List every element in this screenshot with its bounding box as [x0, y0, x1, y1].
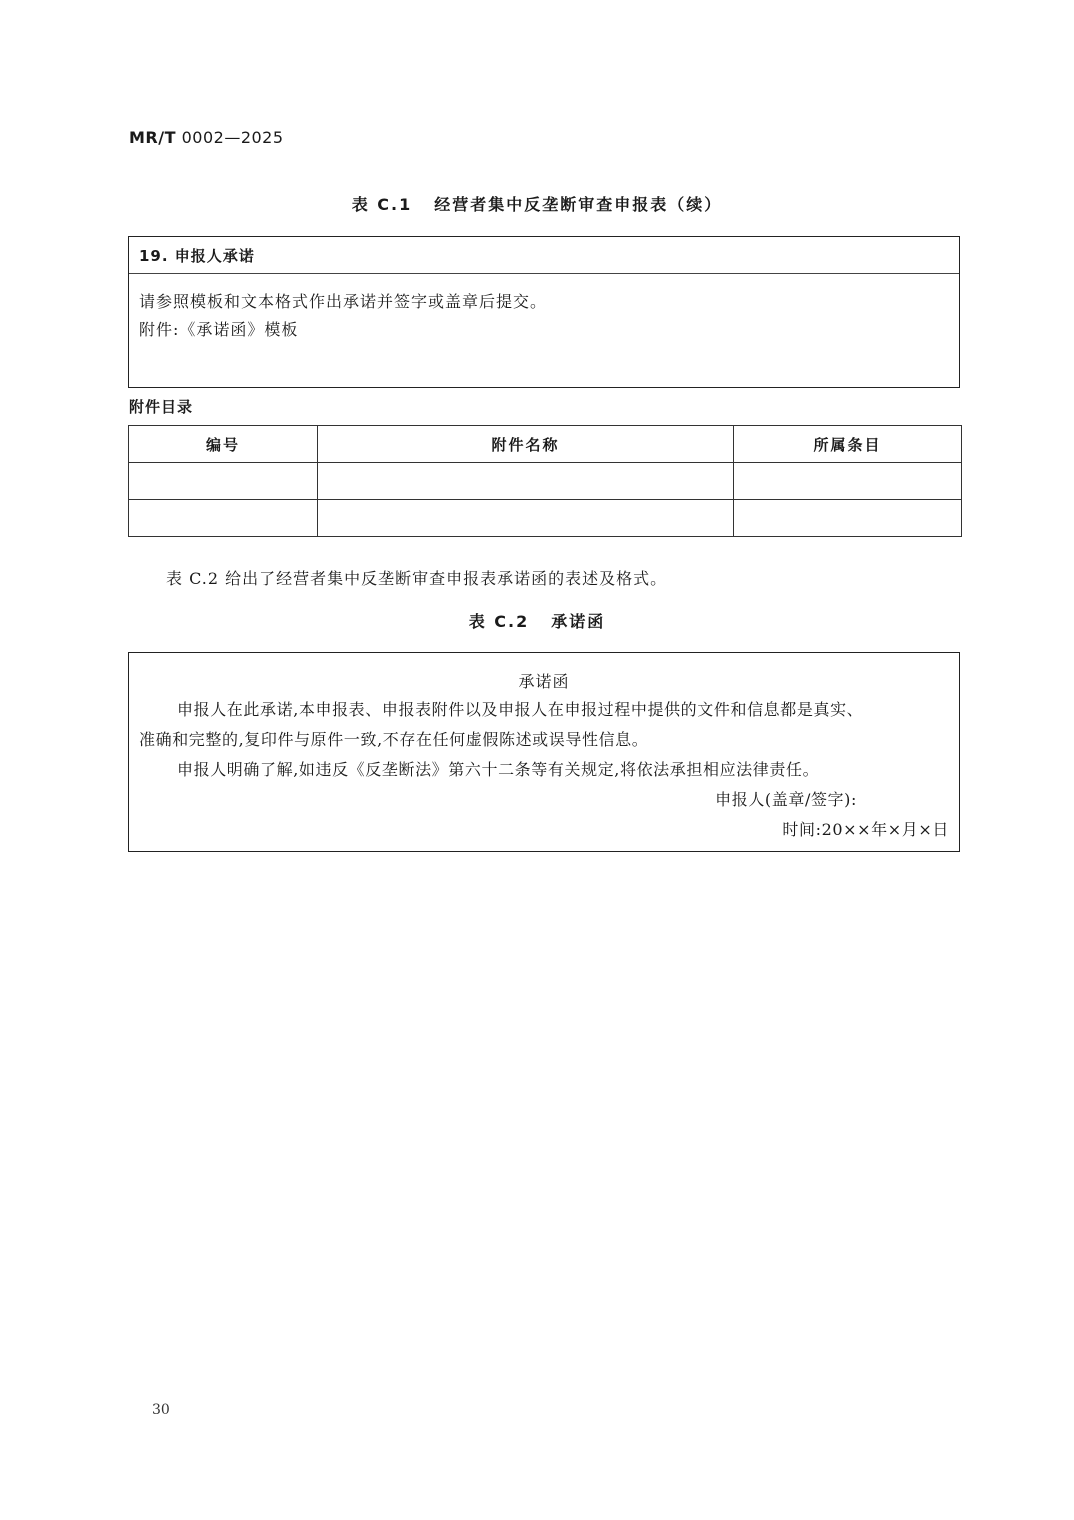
page-number: 30 [152, 1402, 170, 1418]
letter-date-line: 时间:20××年×月×日 [782, 820, 949, 839]
table-c2-intro-paragraph: 表 C.2 给出了经营者集中反垄断审查申报表承诺函的表述及格式。 [166, 569, 668, 588]
table-row [129, 463, 962, 500]
commitment-letter-box [128, 652, 960, 852]
letter-body [129, 695, 959, 845]
table-row [129, 500, 962, 537]
column-header-number: 编号 [129, 426, 318, 463]
column-header-name: 附件名称 [318, 426, 734, 463]
section-19-title: 19. 申报人承诺 [129, 237, 959, 274]
table-cell[interactable] [318, 463, 734, 500]
table-cell[interactable] [734, 463, 962, 500]
letter-title: 承诺函 [518, 672, 570, 691]
section-19-instruction: 请参照模板和文本格式作出承诺并签字或盖章后提交。 [139, 292, 548, 311]
section-19-attachment-note: 附件:《承诺函》模板 [139, 320, 299, 339]
letter-paragraph-2: 申报人明确了解,如违反《反垄断法》第六十二条等有关规定,将依法承担相应法律责任。 [177, 760, 820, 779]
letter-paragraph-1-line-1: 申报人在此承诺,本申报表、申报表附件以及申报人在申报过程中提供的文件和信息都是真实、 [177, 700, 864, 719]
table-cell[interactable] [129, 500, 318, 537]
table-c1-number: 表 C.1 [351, 195, 413, 214]
attachments-label: 附件目录 [129, 398, 194, 416]
table-c2-title: 承诺函 [551, 612, 606, 631]
table-c2-number: 表 C.2 [468, 612, 530, 631]
attachments-table [128, 425, 962, 537]
standard-code [129, 128, 284, 147]
table-c1-title: 经营者集中反垄断审查申报表（续） [434, 195, 723, 214]
standard-number: 0002—2025 [181, 128, 284, 147]
letter-paragraph-1-line-2: 准确和完整的,复印件与原件一致,不存在任何虚假陈述或误导性信息。 [139, 730, 649, 749]
table-c2-caption [0, 609, 1074, 632]
column-header-item: 所属条目 [734, 426, 962, 463]
table-cell[interactable] [734, 500, 962, 537]
letter-signature-line: 申报人(盖章/签字): [715, 790, 857, 809]
standard-prefix: MR/T [129, 128, 176, 147]
section-19-box [128, 236, 960, 388]
attachments-header-row [129, 426, 962, 463]
table-cell[interactable] [318, 500, 734, 537]
table-c1-caption [0, 192, 1074, 215]
table-cell[interactable] [129, 463, 318, 500]
